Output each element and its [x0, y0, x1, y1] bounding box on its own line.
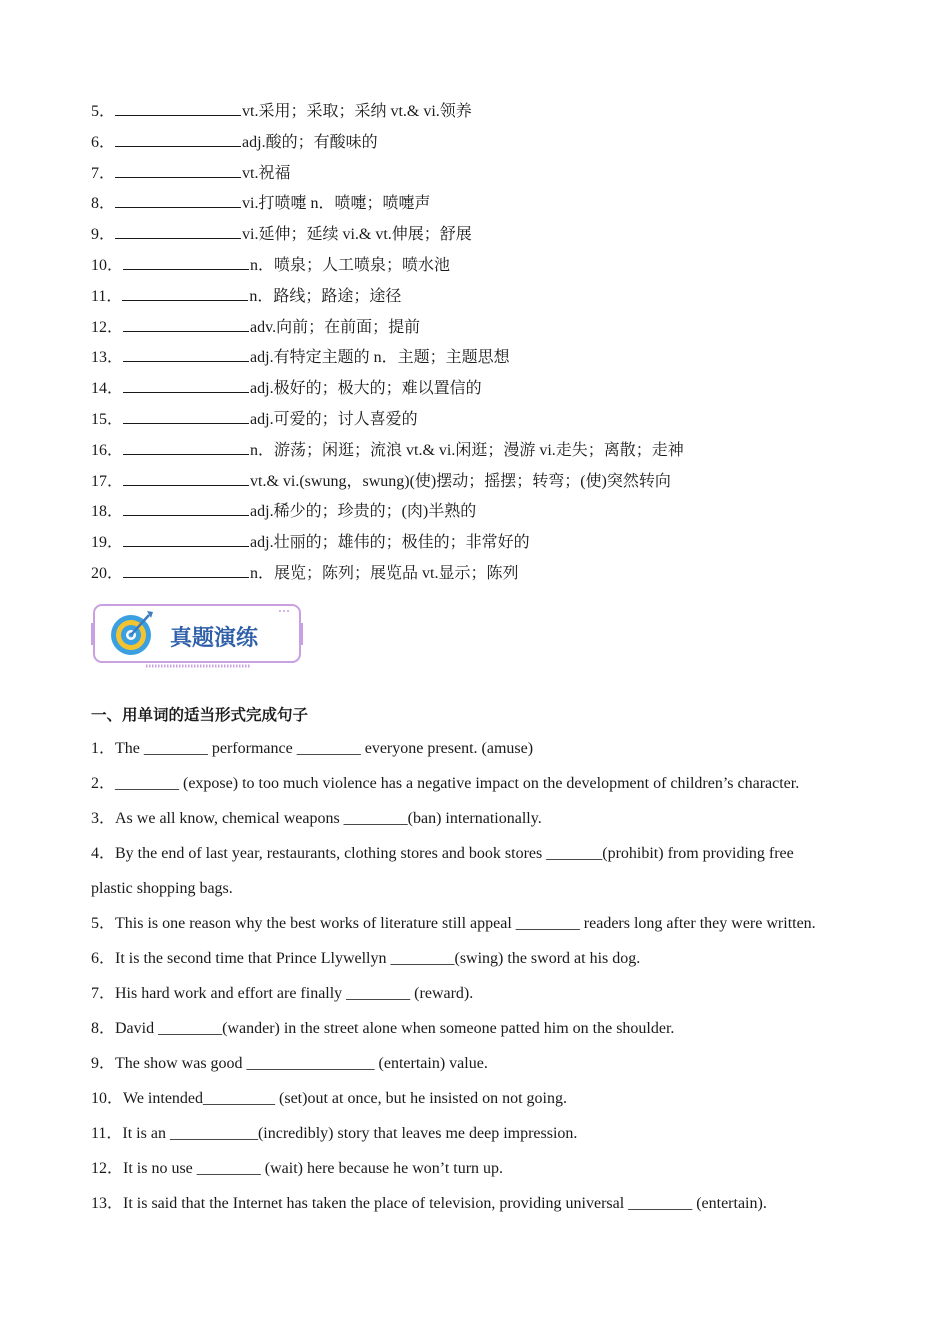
- vocab-item: 8． vi.打喷嚏 n．喷嚏；喷嚏声: [91, 189, 891, 220]
- exercise-line: 11．It is an ___________(incredibly) story that leaves me deep impression.: [91, 1125, 578, 1142]
- exercise-line: 5．This is one reason why the best works of literature still appeal ________ readers long after they were written.: [91, 915, 816, 932]
- vocab-item: 16． n．游荡；闲逛；流浪 vt.& vi.闲逛；漫游 vi.走失；离散；走神: [91, 436, 891, 467]
- vocab-item: 7． vt.祝福: [91, 159, 891, 190]
- exercise-line: 6．It is the second time that Prince Llywellyn ________(swing) the sword at his dog.: [91, 950, 641, 967]
- exercise-line: 2．________ (expose) to too much violence has a negative impact on the development of children’s character.: [91, 775, 800, 792]
- answer-blank[interactable]: [123, 344, 249, 362]
- vocab-item: 18． adj.稀少的；珍贵的；(肉)半熟的: [91, 497, 891, 528]
- exercise-line: 12．It is no use ________ (wait) here because he won’t turn up.: [91, 1160, 504, 1177]
- answer-blank[interactable]: [123, 468, 249, 486]
- exercise-line: 8．David ________(wander) in the street alone when someone patted him on the shoulder.: [91, 1020, 675, 1037]
- vocab-item: 12． adv.向前；在前面；提前: [91, 313, 891, 344]
- exercise-line: 1．The ________ performance ________ everyone present. (amuse): [91, 740, 534, 757]
- exercise-line: plastic shopping bags.: [91, 880, 233, 897]
- vocab-item: 9． vi.延伸；延续 vi.& vt.伸展；舒展: [91, 220, 891, 251]
- exercise-line: 13．It is said that the Internet has taken the place of television, providing universal ________ (entertain).: [91, 1195, 767, 1212]
- vocab-item: 20． n．展览；陈列；展览品 vt.显示；陈列: [91, 559, 891, 590]
- answer-blank[interactable]: [115, 221, 241, 239]
- answer-blank[interactable]: [115, 190, 241, 208]
- answer-blank[interactable]: [123, 375, 249, 393]
- exercise-list: [91, 731, 871, 1221]
- vocab-item: 13． adj.有特定主题的 n．主题；主题思想: [91, 343, 891, 374]
- answer-blank[interactable]: [122, 283, 248, 301]
- vocab-item: 11． n．路线；路途；途径: [91, 282, 891, 313]
- vocab-item: 6． adj.酸的；有酸味的: [91, 128, 891, 159]
- vocabulary-list: [91, 97, 891, 590]
- answer-blank[interactable]: [123, 498, 249, 516]
- vocab-item: 10． n．喷泉；人工喷泉；喷水池: [91, 251, 891, 282]
- banner-graphic: [91, 601, 306, 671]
- answer-blank[interactable]: [115, 129, 241, 147]
- answer-blank[interactable]: [115, 160, 241, 178]
- exercise-line: 4．By the end of last year, restaurants, clothing stores and book stores _______(prohibit) from providing free: [91, 845, 794, 862]
- answer-blank[interactable]: [123, 252, 249, 270]
- banner-title: 真题演练: [170, 626, 259, 651]
- vocab-item: 15． adj.可爱的；讨人喜爱的: [91, 405, 891, 436]
- section-heading: 一、用单词的适当形式完成句子: [91, 706, 309, 724]
- answer-blank[interactable]: [115, 98, 241, 116]
- exercise-line: 7．His hard work and effort are finally ________ (reward).: [91, 985, 474, 1002]
- section-banner: [91, 601, 306, 671]
- vocab-item: 14． adj.极好的；极大的；难以置信的: [91, 374, 891, 405]
- vocab-item: 19． adj.壮丽的；雄伟的；极佳的；非常好的: [91, 528, 891, 559]
- answer-blank[interactable]: [123, 529, 249, 547]
- vocab-item: 17． vt.& vi.(swung，swung)(使)摆动；摇摆；转弯；(使)突然转向: [91, 467, 891, 498]
- answer-blank[interactable]: [123, 406, 249, 424]
- exercise-line: 9．The show was good ________________ (entertain) value.: [91, 1055, 488, 1072]
- answer-blank[interactable]: [123, 437, 249, 455]
- exercise-line: 10．We intended_________ (set)out at once, but he insisted on not going.: [91, 1090, 567, 1107]
- exercise-line: 3．As we all know, chemical weapons ________(ban) internationally.: [91, 810, 542, 827]
- answer-blank[interactable]: [123, 314, 249, 332]
- answer-blank[interactable]: [123, 560, 249, 578]
- vocab-item: 5． vt.采用；采取；采纳 vt.& vi.领养: [91, 97, 891, 128]
